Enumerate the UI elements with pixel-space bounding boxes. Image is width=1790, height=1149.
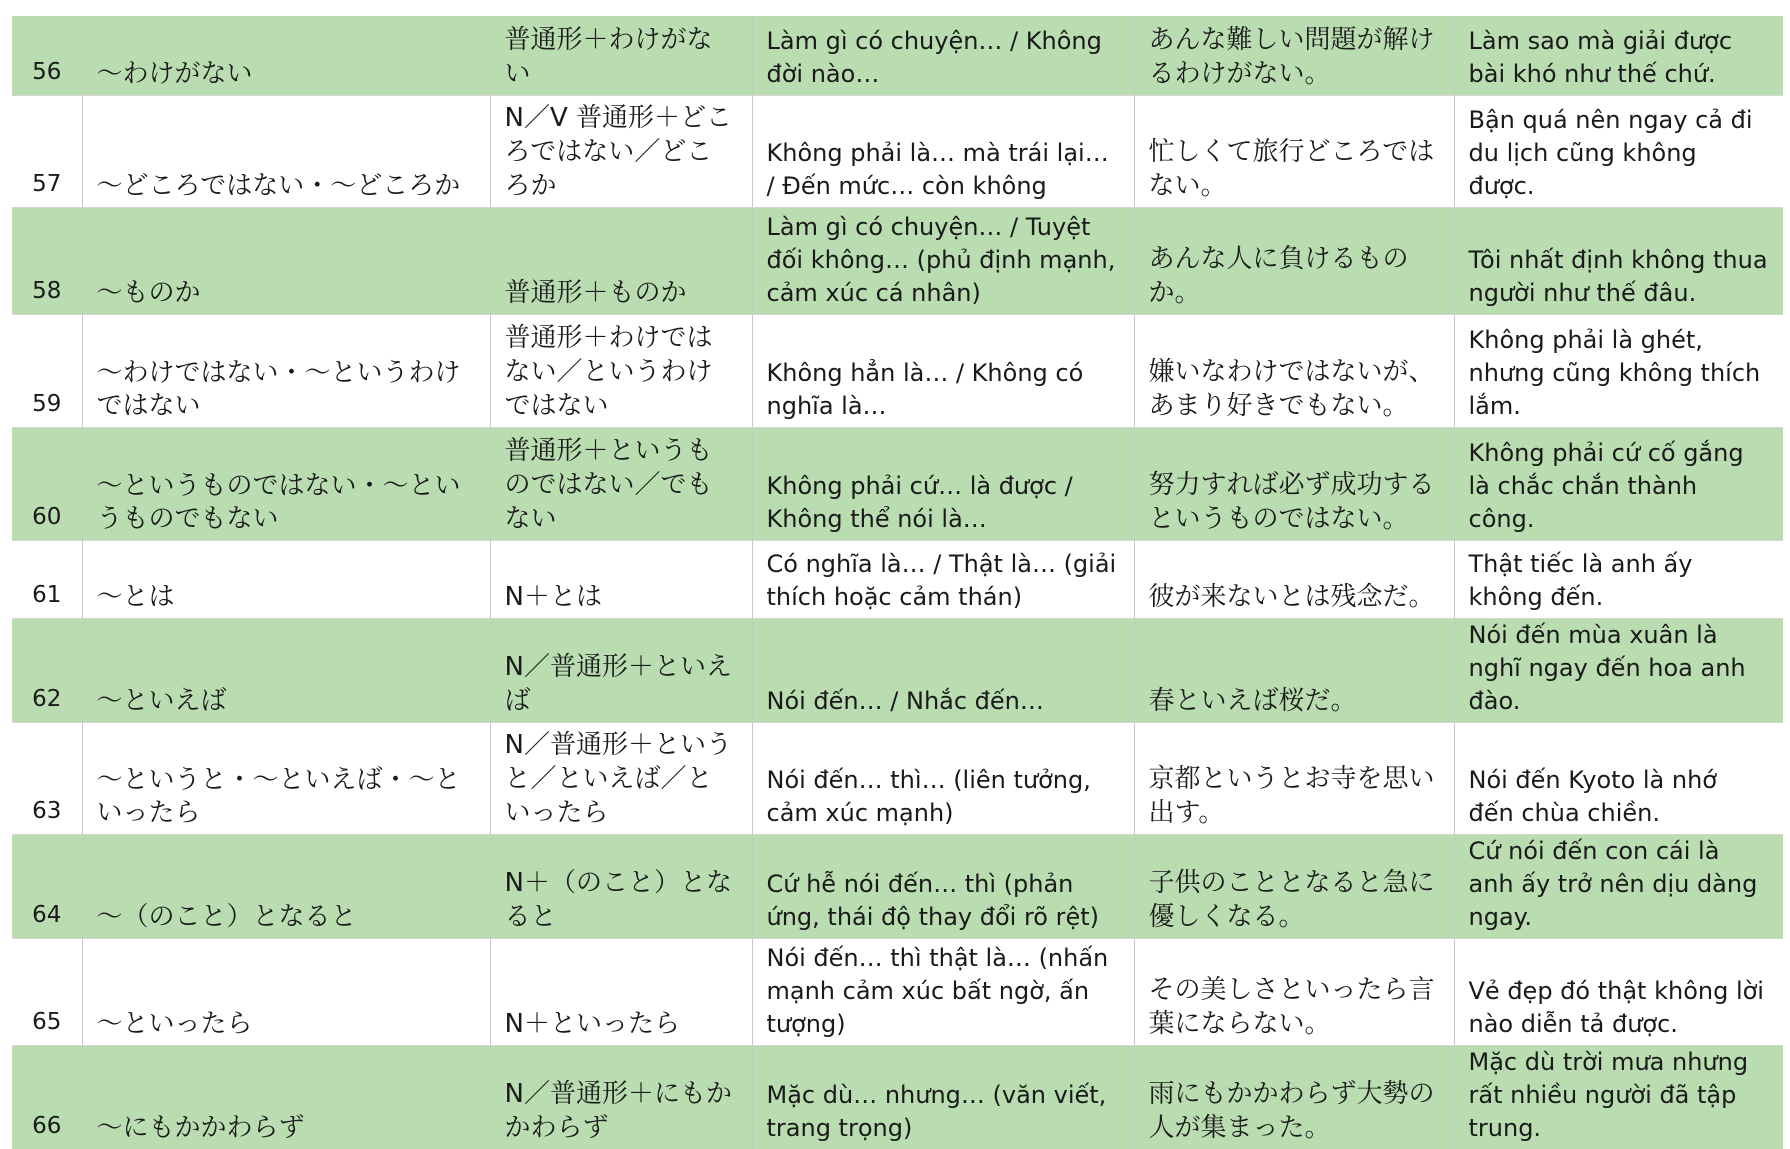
example-translation: Làm sao mà giải được bài khó như thế chứ. <box>1454 16 1783 95</box>
grammar-pattern: ～といえば <box>82 618 490 722</box>
example-sentence: 雨にもかかわらず大勢の人が集まった。 <box>1134 1045 1454 1149</box>
grammar-table-container <box>12 16 1783 1149</box>
example-sentence: 努力すれば必ず成功するというものではない。 <box>1134 427 1454 540</box>
grammar-meaning: Không hẳn là… / Không có nghĩa là… <box>752 314 1134 427</box>
row-number: 59 <box>12 314 82 427</box>
grammar-form: N／普通形＋というと／といえば／といったら <box>490 722 752 834</box>
grammar-meaning: Không phải là… mà trái lại… / Đến mức… còn không <box>752 95 1134 207</box>
grammar-meaning: Cứ hễ nói đến… thì (phản ứng, thái độ thay đổi rõ rệt) <box>752 834 1134 938</box>
grammar-form: N／V 普通形＋どころではない／どころか <box>490 95 752 207</box>
row-number: 64 <box>12 834 82 938</box>
grammar-pattern: ～どころではない・～どころか <box>82 95 490 207</box>
table-row <box>12 314 1783 427</box>
example-translation: Không phải là ghét, nhưng cũng không thích lắm. <box>1454 314 1783 427</box>
grammar-form: 普通形＋というものではない／でもない <box>490 427 752 540</box>
grammar-form: 普通形＋わけではない／というわけではない <box>490 314 752 427</box>
example-translation: Mặc dù trời mưa nhưng rất nhiều người đã tập trung. <box>1454 1045 1783 1149</box>
grammar-form: N＋といったら <box>490 938 752 1045</box>
table-row <box>12 540 1783 618</box>
grammar-form: 普通形＋わけがない <box>490 16 752 95</box>
grammar-pattern: ～というと・～といえば・～といったら <box>82 722 490 834</box>
example-sentence: 子供のこととなると急に優しくなる。 <box>1134 834 1454 938</box>
grammar-meaning: Nói đến… thì thật là… (nhấn mạnh cảm xúc bất ngờ, ấn tượng) <box>752 938 1134 1045</box>
grammar-pattern: ～とは <box>82 540 490 618</box>
table-row <box>12 207 1783 314</box>
example-translation: Tôi nhất định không thua người như thế đâu. <box>1454 207 1783 314</box>
grammar-meaning: Không phải cứ… là được / Không thể nói là… <box>752 427 1134 540</box>
grammar-form: N／普通形＋にもかかわらず <box>490 1045 752 1149</box>
grammar-pattern: ～といったら <box>82 938 490 1045</box>
row-number: 60 <box>12 427 82 540</box>
row-number: 63 <box>12 722 82 834</box>
row-number: 58 <box>12 207 82 314</box>
example-sentence: 春といえば桜だ。 <box>1134 618 1454 722</box>
example-sentence: あんな難しい問題が解けるわけがない。 <box>1134 16 1454 95</box>
row-number: 56 <box>12 16 82 95</box>
row-number: 66 <box>12 1045 82 1149</box>
grammar-meaning: Làm gì có chuyện… / Không đời nào… <box>752 16 1134 95</box>
example-translation: Vẻ đẹp đó thật không lời nào diễn tả được. <box>1454 938 1783 1045</box>
grammar-pattern: ～わけではない・～というわけではない <box>82 314 490 427</box>
table-row <box>12 95 1783 207</box>
example-sentence: 忙しくて旅行どころではない。 <box>1134 95 1454 207</box>
example-sentence: あんな人に負けるものか。 <box>1134 207 1454 314</box>
table-row <box>12 1045 1783 1149</box>
grammar-meaning: Nói đến… thì… (liên tưởng, cảm xúc mạnh) <box>752 722 1134 834</box>
grammar-meaning: Nói đến… / Nhắc đến… <box>752 618 1134 722</box>
grammar-pattern: ～（のこと）となると <box>82 834 490 938</box>
row-number: 61 <box>12 540 82 618</box>
example-sentence: 彼が来ないとは残念だ。 <box>1134 540 1454 618</box>
table-row <box>12 938 1783 1045</box>
example-translation: Nói đến mùa xuân là nghĩ ngay đến hoa anh đào. <box>1454 618 1783 722</box>
grammar-form: N＋とは <box>490 540 752 618</box>
grammar-pattern: ～というものではない・～というものでもない <box>82 427 490 540</box>
example-translation: Cứ nói đến con cái là anh ấy trở nên dịu dàng ngay. <box>1454 834 1783 938</box>
row-number: 65 <box>12 938 82 1045</box>
grammar-meaning: Làm gì có chuyện… / Tuyệt đối không… (phủ định mạnh, cảm xúc cá nhân) <box>752 207 1134 314</box>
grammar-form: 普通形＋ものか <box>490 207 752 314</box>
grammar-form: N／普通形＋といえば <box>490 618 752 722</box>
table-row <box>12 618 1783 722</box>
example-sentence: 嫌いなわけではないが、あまり好きでもない。 <box>1134 314 1454 427</box>
grammar-pattern: ～ものか <box>82 207 490 314</box>
grammar-table <box>12 16 1783 1149</box>
example-sentence: その美しさといったら言葉にならない。 <box>1134 938 1454 1045</box>
example-translation: Nói đến Kyoto là nhớ đến chùa chiền. <box>1454 722 1783 834</box>
grammar-pattern: ～わけがない <box>82 16 490 95</box>
grammar-meaning: Mặc dù… nhưng… (văn viết, trang trọng) <box>752 1045 1134 1149</box>
grammar-meaning: Có nghĩa là… / Thật là… (giải thích hoặc cảm thán) <box>752 540 1134 618</box>
example-translation: Thật tiếc là anh ấy không đến. <box>1454 540 1783 618</box>
example-translation: Không phải cứ cố gắng là chắc chắn thành công. <box>1454 427 1783 540</box>
grammar-pattern: ～にもかかわらず <box>82 1045 490 1149</box>
example-translation: Bận quá nên ngay cả đi du lịch cũng không được. <box>1454 95 1783 207</box>
table-row <box>12 722 1783 834</box>
table-row <box>12 834 1783 938</box>
table-row <box>12 16 1783 95</box>
row-number: 62 <box>12 618 82 722</box>
grammar-form: N＋（のこと）となると <box>490 834 752 938</box>
table-row <box>12 427 1783 540</box>
row-number: 57 <box>12 95 82 207</box>
example-sentence: 京都というとお寺を思い出す。 <box>1134 722 1454 834</box>
